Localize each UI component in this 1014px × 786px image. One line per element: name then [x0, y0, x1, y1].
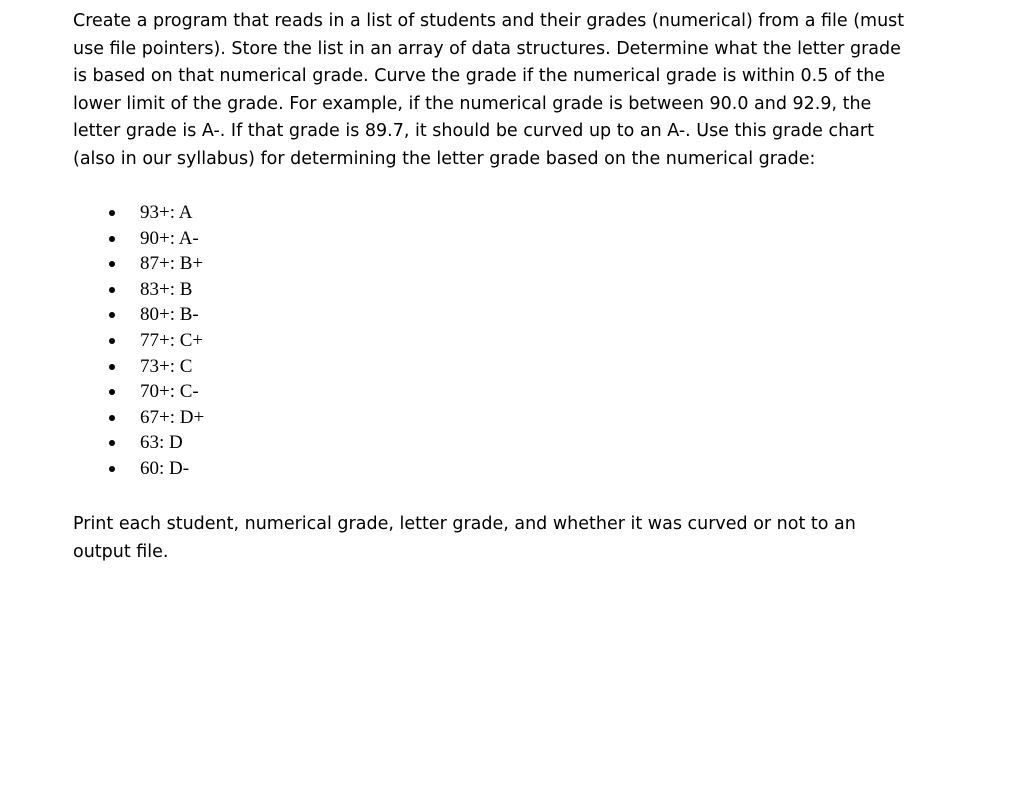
grade-chart-list — [0, 200, 400, 482]
grade-chart-entry: 70+: C- — [140, 381, 199, 403]
grade-chart-item — [0, 430, 400, 456]
bullet-icon — [109, 287, 115, 293]
bullet-icon — [109, 210, 115, 216]
grade-chart-entry: 77+: C+ — [140, 329, 204, 351]
assignment-description: Create a program that reads in a list of students and their grades (numerical) from a file (must use file pointers). Store the list in an array of data structures. Determine what the letter grade is based on that numerical grade. Curve the grade if the numerical grade is within 0.5 of the lower limit of the grade. For example, if the numerical grade is between 90.0 and 92.9, the letter grade is A-. If that grade is 89.7, it should be curved up to an A-. Use this grade chart (also in our syllabus) for determining the letter grade based on the numerical grade: — [73, 11, 905, 169]
grade-chart-item — [0, 226, 400, 252]
grade-chart-item — [0, 354, 400, 380]
grade-chart-item — [0, 277, 400, 303]
grade-chart-item — [0, 251, 400, 277]
grade-chart-item — [0, 200, 400, 226]
grade-chart-item — [0, 456, 400, 482]
bullet-icon — [109, 261, 115, 267]
grade-chart-item — [0, 405, 400, 431]
grade-chart-entry: 90+: A- — [140, 227, 199, 249]
bullet-icon — [109, 466, 115, 472]
bullet-icon — [109, 236, 115, 242]
bullet-icon — [109, 312, 115, 318]
grade-chart-item — [0, 379, 400, 405]
grade-chart-entry: 67+: D+ — [140, 406, 205, 428]
grade-chart-entry: 93+: A — [140, 202, 193, 223]
bullet-icon — [109, 440, 115, 446]
grade-chart-entry: 60: D- — [140, 457, 190, 479]
grade-chart-item — [0, 328, 400, 354]
grade-chart-entry: 63: D — [140, 432, 183, 454]
output-instructions: Print each student, numerical grade, letter grade, and whether it was curved or not to an output file. — [73, 514, 856, 562]
grade-chart-entry: 83+: B — [140, 278, 193, 300]
bullet-icon — [109, 338, 115, 344]
grade-chart-entry: 73+: C — [140, 355, 193, 377]
grade-chart-entry: 80+: B- — [140, 304, 199, 326]
bullet-icon — [109, 389, 115, 395]
bullet-icon — [109, 364, 115, 370]
bullet-icon — [109, 415, 115, 421]
grade-chart-entry: 87+: B+ — [140, 253, 204, 275]
grade-chart-item — [0, 302, 400, 328]
